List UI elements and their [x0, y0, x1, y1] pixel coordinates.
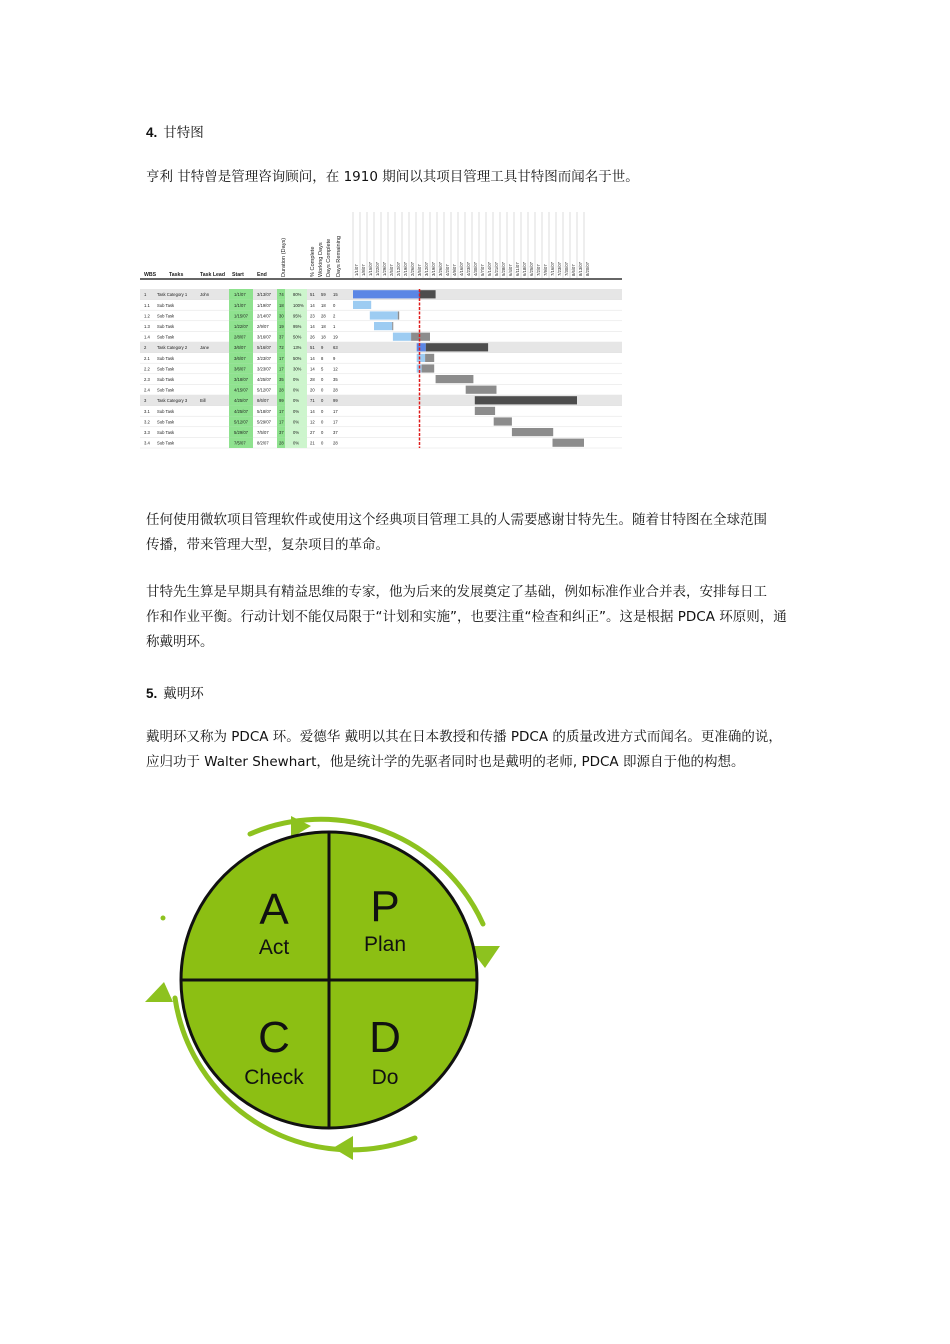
gantt-date-label: 5/7/07: [480, 264, 485, 276]
gantt-start: 1/1/07: [234, 292, 246, 298]
gantt-percent: 0%: [293, 398, 300, 404]
gantt-bar-remaining: [398, 311, 399, 319]
gantt-chart-image: [140, 210, 622, 452]
gantt-working-days: 21: [310, 440, 315, 446]
gantt-duration: 17: [279, 355, 284, 361]
gantt-bar-remaining: [475, 407, 495, 415]
gantt-end: 2/9/07: [257, 324, 269, 329]
gantt-wbs: 2.3: [144, 377, 150, 382]
gantt-wbs: 1.2: [144, 313, 150, 319]
gantt-days-complete: 18: [321, 334, 326, 340]
gantt-wbs: 3.2: [144, 419, 150, 425]
gantt-date-label: 4/23/07: [466, 262, 471, 276]
gantt-date-label: 4/2/07: [445, 264, 450, 276]
gantt-p1-line-1: 任何使用微软项目管理软件或使用这个经典项目管理工具的人需要感谢甘特先生。随着甘特图在全球范围: [146, 512, 767, 528]
gantt-days-remaining: 15: [333, 292, 338, 298]
gantt-percent: 100%: [293, 302, 304, 308]
gantt-date-label: 1/1/07: [354, 264, 359, 276]
gantt-date-label: 3/26/07: [438, 262, 443, 276]
gantt-percent: 0%: [293, 377, 300, 382]
quadrant-do-word: Do: [371, 1066, 399, 1089]
gantt-date-label: 1/8/07: [361, 264, 366, 276]
gantt-task: Task Category 2: [157, 345, 188, 351]
gantt-days-complete: 0: [321, 398, 324, 404]
gantt-date-label: 2/26/07: [410, 262, 415, 276]
gantt-date-label: 4/30/07: [473, 262, 478, 276]
gantt-wbs: 3.3: [144, 430, 150, 435]
gantt-bar-remaining: [425, 354, 434, 362]
gantt-working-days: 26: [310, 334, 315, 340]
gantt-duration: 17: [279, 366, 284, 372]
gantt-end: 2/14/07: [257, 313, 271, 319]
gantt-days-remaining: 37: [333, 430, 338, 435]
gantt-bar-remaining: [494, 417, 512, 425]
quadrant-check-letter: C: [258, 1013, 290, 1062]
gantt-rot-header-4: Days Remaining: [336, 235, 342, 277]
gantt-bar-remaining: [466, 386, 497, 394]
gantt-date-label: 2/12/07: [396, 262, 401, 276]
gantt-task: Sub Task: [157, 302, 175, 308]
gantt-days-complete: 59: [321, 292, 326, 298]
quadrant-act-letter: A: [259, 885, 289, 934]
gantt-percent: 95%: [293, 324, 302, 329]
gantt-bar-remaining: [411, 333, 430, 341]
gantt-date-label: 2/5/07: [389, 264, 394, 276]
gantt-duration: 17: [279, 419, 284, 425]
gantt-working-days: 28: [310, 377, 315, 382]
section-5-number: 5.: [146, 686, 158, 701]
gantt-lead: John: [200, 292, 210, 298]
gantt-date-label: 1/29/07: [382, 262, 387, 276]
gantt-p2-line-1: 甘特先生算是早期具有精益思维的专家，他为后来的发展奠定了基础，例如标准作业合并表，安排每日工: [146, 584, 767, 600]
gantt-days-remaining: 35: [333, 377, 338, 382]
gantt-date-label: 5/21/07: [494, 262, 499, 276]
gantt-duration: 19: [279, 324, 284, 329]
gantt-bar-remaining: [475, 396, 577, 404]
gantt-wbs: 2.2: [144, 366, 150, 372]
gantt-duration: 72: [279, 345, 284, 351]
gantt-date-label: 7/9/07: [543, 264, 548, 276]
gantt-header-3: Start: [232, 272, 244, 278]
gantt-working-days: 14: [310, 355, 315, 361]
gantt-days-remaining: 0: [333, 302, 336, 308]
gantt-end: 5/12/07: [257, 387, 271, 393]
gantt-task: Sub Task: [157, 313, 175, 319]
gantt-wbs: 2.1: [144, 355, 150, 361]
gantt-end: 8/2/07: [257, 440, 269, 446]
gantt-header-0: WBS: [144, 272, 157, 278]
gantt-task: Task Category 3: [157, 398, 188, 404]
quadrant-plan-letter: P: [370, 882, 400, 931]
gantt-working-days: 20: [310, 387, 315, 393]
gantt-wbs: 1: [144, 292, 147, 298]
gantt-bar-remaining: [436, 375, 474, 383]
gantt-wbs: 1.1: [144, 302, 150, 308]
gantt-end: 3/13/07: [257, 292, 271, 298]
gantt-date-label: 7/23/07: [557, 262, 562, 276]
gantt-task: Sub Task: [157, 419, 175, 425]
deming-line-2: 应归功于 Walter Shewhart，他是统计学的先驱者同时也是戴明的老师, PDCA 即源自于他的构想。: [146, 754, 745, 770]
gantt-rot-header-2: Working Days: [318, 242, 324, 277]
gantt-wbs: 1.4: [144, 334, 150, 340]
gantt-duration: 17: [279, 408, 284, 414]
gantt-bar-complete: [393, 333, 411, 341]
gantt-duration: 35: [279, 377, 284, 382]
gantt-wbs: 3.1: [144, 408, 150, 414]
gantt-days-remaining: 9: [333, 355, 336, 361]
gantt-bar-remaining: [512, 428, 553, 436]
gantt-date-label: 3/12/07: [424, 262, 429, 276]
gantt-percent: 13%: [293, 345, 302, 351]
gantt-date-label: 6/25/07: [529, 262, 534, 276]
gantt-days-complete: 0: [321, 387, 324, 393]
gantt-working-days: 14: [310, 302, 315, 308]
gantt-bar-complete: [417, 343, 426, 351]
gantt-p2-line-2: 作和作业平衡。行动计划不能仅局限于“计划和实施”，也要注重“检查和纠正”。这是根据 PDCA 环原则，通: [146, 609, 787, 625]
gantt-days-complete: 0: [321, 408, 324, 414]
gantt-rot-header-0: Duration (Days): [281, 237, 287, 277]
gantt-paragraph-1: [146, 508, 811, 558]
gantt-working-days: 14: [310, 366, 315, 372]
gantt-bar-complete: [353, 290, 420, 298]
gantt-days-complete: 0: [321, 419, 324, 425]
gantt-paragraph-2: [146, 580, 811, 655]
gantt-days-remaining: 99: [333, 398, 338, 404]
gantt-bar-remaining: [426, 343, 488, 351]
gantt-lead: Bill: [200, 398, 206, 404]
section-5-heading: [146, 682, 204, 702]
gantt-rot-header-1: % Complete: [310, 246, 316, 277]
gantt-bar-complete: [374, 322, 392, 330]
gantt-wbs: 2.4: [144, 387, 150, 393]
gantt-rot-header-3: Days Complete: [326, 238, 332, 277]
gantt-working-days: 14: [310, 324, 315, 329]
gantt-percent: 0%: [293, 440, 300, 446]
gantt-task: Sub Task: [157, 408, 175, 414]
gantt-end: 3/16/07: [257, 334, 271, 340]
gantt-task: Sub Task: [157, 366, 175, 372]
gantt-days-complete: 0: [321, 377, 324, 382]
gantt-task: Task Category 1: [157, 292, 188, 298]
gantt-bar-remaining: [422, 364, 435, 372]
gantt-task: Sub Task: [157, 324, 175, 329]
gantt-date-label: 8/6/07: [571, 264, 576, 276]
gantt-percent: 0%: [293, 419, 300, 425]
gantt-date-label: 5/14/07: [487, 262, 492, 276]
gantt-date-label: 6/18/07: [522, 262, 527, 276]
gantt-date-label: 8/13/07: [578, 262, 583, 276]
gantt-end: 5/29/07: [257, 419, 271, 425]
gantt-header-4: End: [257, 272, 267, 278]
gantt-end: 5/18/07: [257, 408, 271, 414]
gantt-bar-complete: [417, 354, 425, 362]
gantt-start: 2/8/07: [234, 334, 246, 340]
section-4-title: 甘特图: [163, 125, 204, 141]
gantt-days-complete: 18: [321, 324, 326, 329]
arrowhead-left-icon: [145, 982, 173, 1002]
gantt-task: Sub Task: [157, 430, 175, 435]
gantt-duration: 74: [279, 292, 284, 298]
gantt-date-label: 7/2/07: [536, 264, 541, 276]
gantt-days-complete: 0: [321, 430, 324, 435]
quadrant-do-letter: D: [369, 1013, 401, 1062]
gantt-days-complete: 0: [321, 440, 324, 446]
gantt-duration: 37: [279, 334, 284, 340]
gantt-date-label: 6/11/07: [515, 262, 520, 276]
gantt-start: 4/25/07: [234, 408, 248, 414]
gantt-duration: 28: [279, 387, 284, 393]
gantt-bar-remaining: [392, 322, 393, 330]
gantt-date-label: 4/9/07: [452, 264, 457, 276]
gantt-days-complete: 9: [321, 345, 324, 351]
gantt-end: 5/16/07: [257, 345, 271, 351]
gantt-days-complete: 28: [321, 313, 326, 319]
gantt-task: Sub Task: [157, 377, 175, 382]
section-5-title: 戴明环: [163, 686, 204, 702]
gantt-days-remaining: 17: [333, 419, 338, 425]
gantt-duration: 99: [279, 398, 284, 404]
gantt-date-label: 6/4/07: [508, 264, 513, 276]
gantt-date-label: 1/15/07: [368, 262, 373, 276]
gantt-end: 4/25/07: [257, 377, 271, 382]
gantt-duration: 18: [279, 302, 284, 308]
gantt-start: 1/22/07: [234, 324, 248, 329]
gantt-start: 5/29/07: [234, 430, 248, 435]
gantt-working-days: 71: [310, 398, 315, 404]
gantt-days-remaining: 63: [333, 345, 338, 351]
gantt-days-complete: 18: [321, 302, 326, 308]
gantt-days-remaining: 28: [333, 387, 338, 393]
gantt-working-days: 27: [310, 430, 315, 435]
gantt-days-remaining: 1: [333, 324, 336, 329]
gantt-days-complete: 5: [321, 366, 324, 372]
gantt-start: 1/15/07: [234, 313, 248, 319]
gantt-wbs: 3: [144, 398, 147, 404]
gantt-date-label: 5/28/07: [501, 262, 506, 276]
gantt-p1-line-2: 传播，带来管理大型，复杂项目的革命。: [146, 537, 389, 553]
gantt-date-label: 2/19/07: [403, 262, 408, 276]
gantt-days-remaining: 28: [333, 440, 338, 446]
quadrant-plan-word: Plan: [363, 933, 407, 956]
gantt-date-label: 4/16/07: [459, 262, 464, 276]
gantt-header-1: Tasks: [169, 272, 184, 278]
deming-line-1: 戴明环又称为 PDCA 环。爱德华 戴明以其在日本教授和传播 PDCA 的质量改进方式而闻名。更准确的说，: [146, 729, 782, 745]
gantt-percent: 30%: [293, 366, 302, 372]
gantt-percent: 95%: [293, 313, 302, 319]
gantt-start: 4/25/07: [234, 398, 248, 404]
gantt-percent: 0%: [293, 387, 300, 393]
gantt-date-label: 1/22/07: [375, 262, 380, 276]
gantt-bar-remaining: [553, 439, 585, 447]
gantt-days-remaining: 17: [333, 408, 338, 414]
gantt-percent: 50%: [293, 334, 302, 340]
gantt-lead: Jane: [200, 345, 210, 351]
gantt-p2-line-3: 称戴明环。: [146, 634, 214, 650]
gantt-duration: 37: [279, 430, 284, 435]
gantt-bar-complete: [370, 311, 398, 319]
section-4-number: 4.: [146, 125, 158, 140]
gantt-intro-paragraph: [146, 165, 811, 190]
gantt-task: Sub Task: [157, 334, 175, 340]
gantt-task: Sub Task: [157, 440, 175, 446]
gantt-task: Sub Task: [157, 387, 175, 393]
gantt-header-2: Task Lead: [200, 272, 225, 278]
gantt-category-row-bg: [140, 342, 622, 353]
gantt-bar-complete: [353, 301, 371, 309]
gantt-end: 7/5/07: [257, 430, 269, 435]
gantt-end: 3/23/07: [257, 355, 271, 361]
deming-paragraph: [146, 725, 811, 775]
gantt-wbs: 1.3: [144, 324, 150, 329]
gantt-start: 1/1/07: [234, 302, 246, 308]
gantt-working-days: 23: [310, 313, 315, 319]
gantt-start: 3/6/07: [234, 366, 246, 372]
gantt-date-label: 3/19/07: [431, 262, 436, 276]
gantt-date-label: 7/16/07: [550, 262, 555, 276]
gantt-task: Sub Task: [157, 355, 175, 361]
gantt-duration: 30: [279, 313, 284, 319]
gantt-days-remaining: 12: [333, 366, 338, 372]
gantt-start: 5/12/07: [234, 419, 248, 425]
section-4-heading: [146, 121, 204, 141]
arrowhead-bottom-icon: [333, 1136, 353, 1160]
quadrant-check-word: Check: [244, 1066, 304, 1089]
gantt-percent: 0%: [293, 408, 300, 414]
quadrant-act-word: Act: [258, 936, 290, 959]
gantt-start: 3/6/07: [234, 355, 246, 361]
gantt-intro-text: 亨利 甘特曾是管理咨询顾问，在 1910 期间以其项目管理工具甘特图而闻名于世。: [146, 169, 639, 185]
gantt-end: 8/6/07: [257, 398, 269, 404]
gantt-working-days: 14: [310, 408, 315, 414]
gantt-percent: 0%: [293, 430, 300, 435]
gantt-date-label: 7/30/07: [564, 262, 569, 276]
gantt-working-days: 12: [310, 419, 315, 425]
gantt-end: 3/23/07: [257, 366, 271, 372]
gantt-days-complete: 8: [321, 355, 324, 361]
gantt-wbs: 2: [144, 345, 147, 351]
pdca-cycle-diagram: [145, 808, 520, 1163]
gantt-percent: 50%: [293, 355, 302, 361]
gantt-end: 1/19/07: [257, 302, 271, 308]
gantt-working-days: 51: [310, 292, 315, 298]
gantt-percent: 80%: [293, 292, 302, 298]
gantt-days-remaining: 19: [333, 334, 338, 340]
gantt-start: 3/18/07: [234, 377, 248, 382]
gantt-bar-remaining: [420, 290, 436, 298]
gantt-date-label: 3/5/07: [417, 264, 422, 276]
gantt-start: 7/5/07: [234, 440, 246, 446]
gantt-start: 3/6/07: [234, 345, 246, 351]
gantt-days-remaining: 2: [333, 313, 336, 319]
gantt-date-label: 8/20/07: [585, 262, 590, 276]
gantt-start: 4/15/07: [234, 387, 248, 393]
gantt-working-days: 51: [310, 345, 315, 351]
gantt-duration: 28: [279, 440, 284, 446]
gantt-wbs: 3.4: [144, 440, 150, 446]
